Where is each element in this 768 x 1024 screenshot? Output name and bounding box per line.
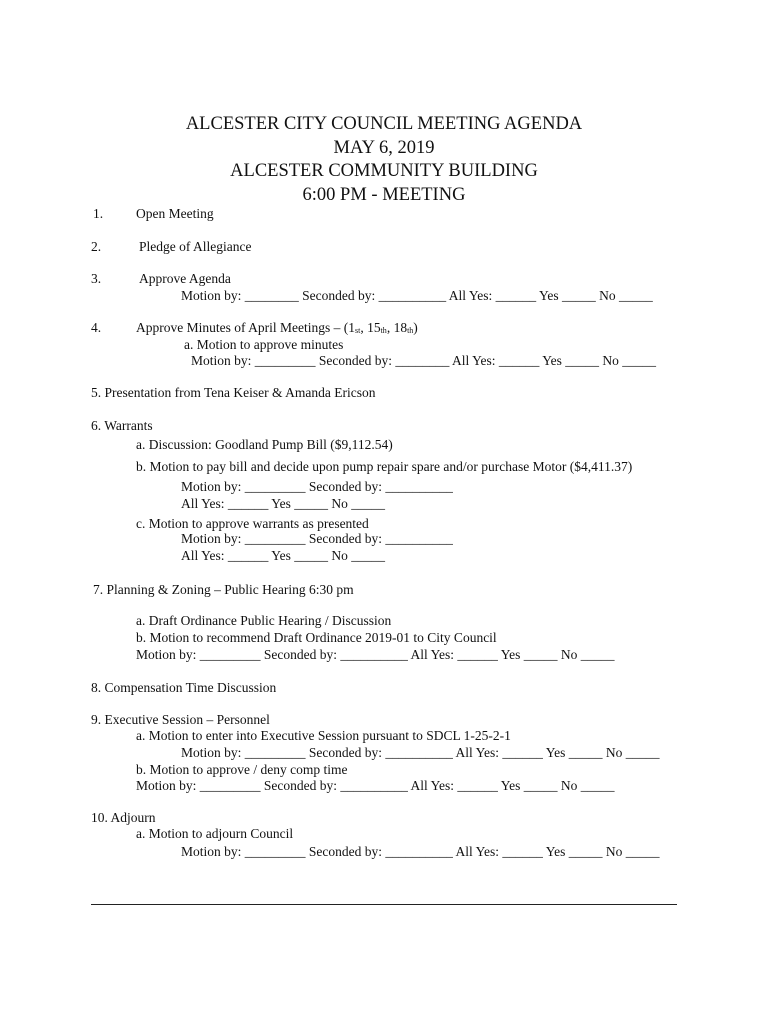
meeting-location: ALCESTER COMMUNITY BUILDING <box>230 161 538 181</box>
agenda-title: ALCESTER CITY COUNCIL MEETING AGENDA <box>185 114 583 134</box>
item-number: 2. <box>91 239 102 254</box>
item-compensation: 8. Compensation Time Discussion <box>91 680 277 695</box>
sub-item: b. Motion to recommend Draft Ordinance 2019-01 to City Council <box>136 630 497 645</box>
item-presentation: 5. Presentation from Tena Keiser & Amanda Ericson <box>91 385 376 400</box>
item-approve-agenda: Approve Agenda <box>139 271 231 286</box>
item-pledge: Pledge of Allegiance <box>139 239 252 254</box>
item-number: 3. <box>91 271 102 286</box>
motion-line: Motion by: _________ Seconded by: __________ <box>181 479 453 494</box>
motion-line: Motion by: _________ Seconded by: __________ All Yes: ______ Yes _____ No _____ <box>181 844 660 859</box>
item-planning-zoning: 7. Planning & Zoning – Public Hearing 6:30 pm <box>93 582 354 597</box>
sub-item: c. Motion to approve warrants as presented <box>136 516 369 531</box>
meeting-date: MAY 6, 2019 <box>333 138 435 158</box>
motion-line: Motion by: ________ Seconded by: __________ All Yes: ______ Yes _____ No _____ <box>181 288 653 303</box>
item-adjourn: 10. Adjourn <box>91 810 156 825</box>
sub-item: a. Motion to adjourn Council <box>136 826 294 841</box>
item-warrants: 6. Warrants <box>91 418 153 433</box>
item-executive-session: 9. Executive Session – Personnel <box>91 712 270 727</box>
vote-line: All Yes: ______ Yes _____ No _____ <box>181 496 386 511</box>
item-number: 4. <box>91 320 102 335</box>
item-open-meeting: Open Meeting <box>136 206 214 221</box>
sub-item: a. Discussion: Goodland Pump Bill ($9,112.54) <box>136 437 393 452</box>
motion-line: Motion by: _________ Seconded by: __________ <box>181 531 453 546</box>
meeting-time: 6:00 PM - MEETING <box>302 185 466 205</box>
sub-item: a. Motion to enter into Executive Session pursuant to SDCL 1-25-2-1 <box>136 728 511 743</box>
motion-line: Motion by: _________ Seconded by: __________ All Yes: ______ Yes _____ No _____ <box>181 745 660 760</box>
sub-item: a. Motion to approve minutes <box>184 337 344 352</box>
bottom-rule <box>91 904 677 905</box>
item-number: 1. <box>93 206 104 221</box>
sub-item: b. Motion to approve / deny comp time <box>136 762 348 777</box>
item-approve-minutes: Approve Minutes of April Meetings – ($1_{st}$, $15_{th}$, $18_{th}$) <box>136 320 418 335</box>
sub-item: b. Motion to pay bill and decide upon pump repair spare and/or purchase Motor ($4,411.37) <box>136 459 633 474</box>
vote-line: All Yes: ______ Yes _____ No _____ <box>181 548 386 563</box>
sub-item: a. Draft Ordinance Public Hearing / Discussion <box>136 613 392 628</box>
motion-line: Motion by: _________ Seconded by: ________ All Yes: ______ Yes _____ No _____ <box>191 353 657 368</box>
motion-line: Motion by: _________ Seconded by: __________ All Yes: ______ Yes _____ No _____ <box>136 647 615 662</box>
motion-line: Motion by: _________ Seconded by: __________ All Yes: ______ Yes _____ No _____ <box>136 778 615 793</box>
